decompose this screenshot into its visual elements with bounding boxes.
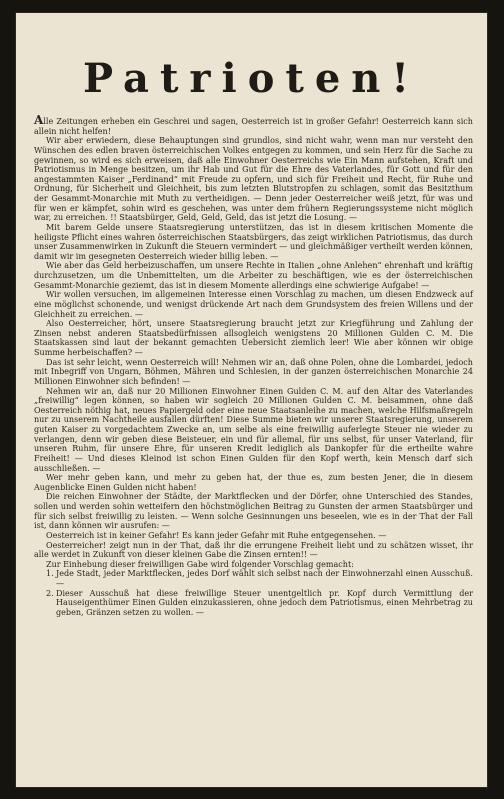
poster-body xyxy=(34,113,473,780)
paragraph-1: Alle Zeitungen erheben ein Geschrei und sagen, Oesterreich ist in großer Gefahr! Oesterreich kann sich allein nicht helfen! xyxy=(34,113,473,136)
paragraph-10: Die reichen Einwohner der Städte, der Marktflecken und der Dörfer, ohne Unterschied des Standes, sollen und werden sohin wetteifern den höchstmöglichen Beitrag zu Gunsten der armen Staatsbürger und für sich selbst freiwillig zu leisten. — Wenn solche Gesinnungen uns beseelen, wie es in der That der Fall ist, dann können wir ausrufen: — xyxy=(34,492,473,531)
list-number: 1. xyxy=(46,569,54,579)
list-number: 2. xyxy=(46,588,54,598)
paragraph-7: Das ist sehr leicht, wenn Oesterreich will! Nehmen wir an, daß ohne Polen, ohne die Lombardei, jedoch mit Inbegriff von Ungarn, Böhmen, Mähren und Schlesien, in der ganzen österreichischen Monarchie 24 Millionen Einwohner sich befinden! — xyxy=(34,357,473,386)
list-item xyxy=(46,589,473,618)
poster-title: Patrioten! xyxy=(83,55,420,102)
paragraph-9: Wer mehr geben kann, und mehr zu geben hat, der thue es, zum besten Jener, die in diesem Augenblicke Einen Gulden nicht haben! xyxy=(34,473,473,492)
list-text: Jede Stadt, jeder Marktflecken, jedes Dorf wählt sich selbst nach der Einwohnerzahl einen Ausschuß. — xyxy=(56,569,473,588)
paragraph-3: Mit barem Gelde unsere Staatsregierung unterstützen, das ist in diesem kritischen Momente die heiligste Pflicht eines wahren österreichischen Staatsbürgers, das zeigt wirklichen Patriotismus, das durch unser Zusammenwirken in Zukunft die Steuern vermindert — und gleichmäßiger vertheilt werden können, damit wir im gesegneten Oesterreich wieder billig leben. — xyxy=(34,222,473,261)
paragraph-13: Zur Einhebung dieser freiwilligen Gabe wird folgender Vorschlag gemacht: xyxy=(46,559,354,569)
proposal-list xyxy=(34,569,473,617)
paragraph-2: Wir aber erwiedern, diese Behauptungen sind grundlos, sind nicht wahr, wenn man nur versteht den Wünschen des edlen braven österreichischen Volkes entgegen zu kommen, und sein Herz für die Sache zu gewinnen, so wird es sich erweisen, daß alle Einwohner Oesterreichs wie Ein Mann aufstehen, Kraft und Patriotismus in Menge besitzen, um ihr Hab und Gut für die Ehre des Vaterlandes, für Gott und für den angestammten Kaiser „Ferdinand“ mit Freude zu opfern, und sich für Freiheit und Recht, für Ruhe und Ordnung, für Sicherheit und Gleichheit, bis zum letzten Blutstropfen zu schlagen, somit das Besitzthum der Gesammt-Monarchie mit Muth zu vertheidigen. — Denn jeder Oesterreicher weiß jetzt, für was und für wen er kämpfet, sohin wird es geschehen, was unter dem frühern Regierungssysteme nicht möglich war, zu erreichen. !! Staatsbürger, Geld, Geld, Geld, das ist jetzt die Losung. — xyxy=(34,136,473,223)
paragraph-5: Wir wollen versuchen, im allgemeinen Interesse einen Vorschlag zu machen, um diesen Endzweck auf eine möglichst schonende, und wenigst drückende Art nach dem Grundsystem des freien Willens und der Gleichheit zu erreichen. — xyxy=(34,290,473,319)
paragraph-11: Oesterreich ist in keiner Gefahr! Es kann jeder Gefahr mit Ruhe entgegensehen. — xyxy=(46,530,387,540)
paragraph-4: Wie aber das Geld herbeizuschaffen, um unsere Rechte in Italien „ohne Anlehen“ ehrenhaft und kräftig durchzusetzen, um die Unbemittelten, um die Arbeiter zu beschäftigen, wie es der österreichischen Gesammt-Monarchie geziemt, das ist in diesem Momente allerdings eine schwierige Aufgabe! — xyxy=(34,261,473,290)
poster-sheet xyxy=(15,12,488,788)
list-item xyxy=(46,569,473,588)
paragraph-8: Nehmen wir an, daß nur 20 Millionen Einwohner Einen Gulden C. M. auf den Altar des Vaterlandes „freiwillig“ legen können, so haben wir sogleich 20 Millionen Gulden C. M. beisammen, ohne daß Oesterreich nöthig hat, neues Papiergeld oder eine neue Staatsanleihe zu machen, welche Hilfsmaßregeln nur zu unserem Nachtheile ausfallen dürften! Diese Summe bieten wir unserer Staatsregierung, unserem guten Kaiser zu vorgedachtem Zwecke an, um selbe als eine freiwillig auferlegte Steuer nie wieder zu verlangen, denn wir geben diese Beisteuer, ein und für allemal, für uns selbst, für unser Vaterland, für unseren Ruhm, für unsere Ehre, für unseren Kredit lediglich als Dankopfer für die ertheilte wahre Freiheit! — Und dieses Kleinod ist schon Einen Gulden für den Kopf werth, kein Mensch darf sich ausschließen. — xyxy=(34,386,473,473)
paragraph-6: Also Oesterreicher, hört, unsere Staatsregierung braucht jetzt zur Kriegführung und Zahlung der Zinsen nebst anderen Staatsbedürfnissen allsogleich wenigstens 20 Millionen Gulden C. M. Die Staatskassen sind laut der bekannt gemachten Uebersicht ziemlich leer! Wie aber können wir obige Summe herbeischaffen? — xyxy=(34,319,473,357)
paragraph-12: Oesterreicher! zeigt nun in der That, daß ihr die errungene Freiheit liebt und zu schätzen wisset, ihr alle werdet in Zukunft von dieser kleinen Gabe die Zinsen ernten!! — xyxy=(34,540,473,560)
list-text: Dieser Ausschuß hat diese freiwillige Steuer unentgeltlich pr. Kopf durch Vermittlung der Hauseigenthümer Einen Gulden einzukassieren, ohne jedoch dem Patriotismus, einen Mehrbetrag zu geben, Gränzen setzen zu wollen. — xyxy=(56,588,473,617)
